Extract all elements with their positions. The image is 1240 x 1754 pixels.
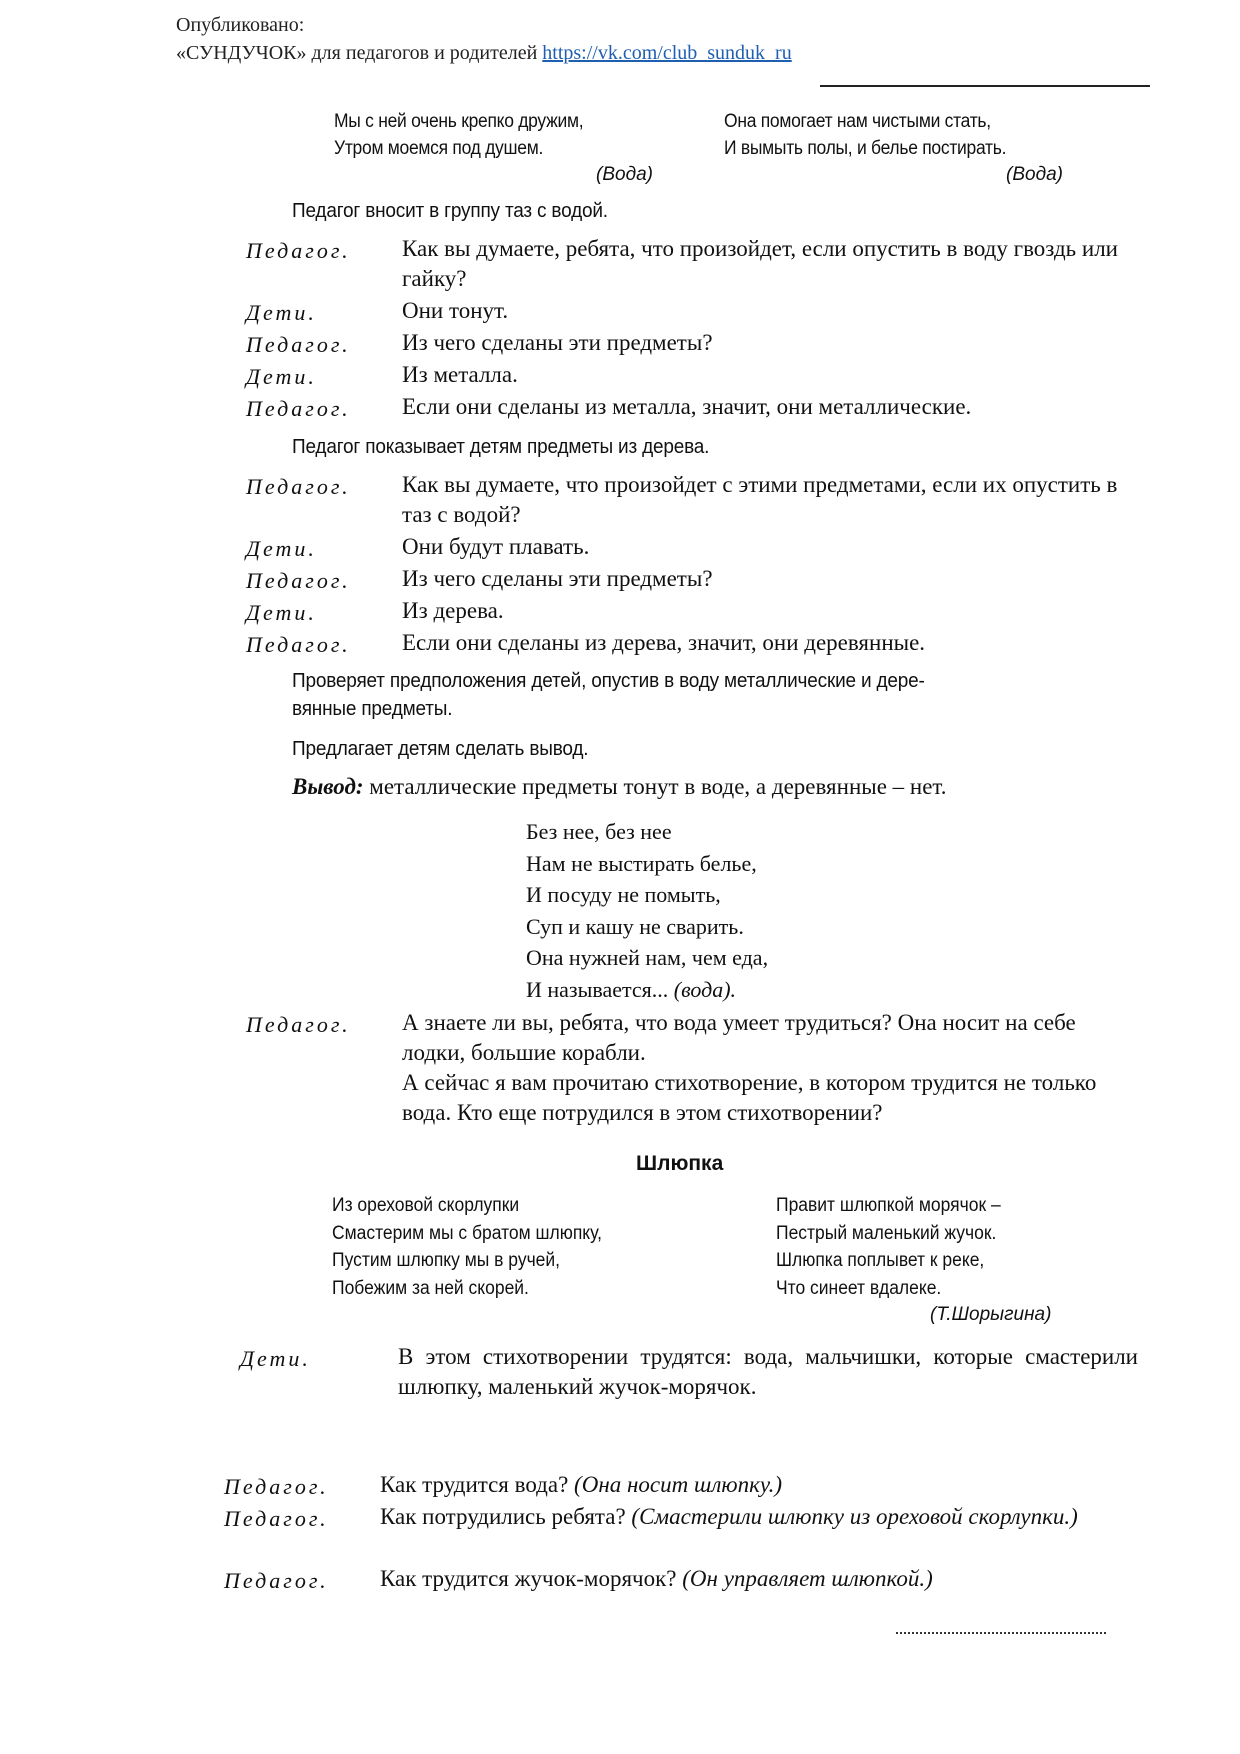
stage-note-suggest: Предлагает детям сделать вывод. [292,738,589,760]
poem-author: (Т.Шорыгина) [930,1304,1052,1325]
poem-title: Шлюпка [636,1152,724,1175]
poem-line: И посуду не помыть, [526,882,721,907]
speaker-teacher: Педагог. [246,238,351,263]
poem-line: Нам не выстирать белье, [526,850,757,876]
stage-note: Педагог вносит в группу таз с водой. [292,200,608,222]
speaker-children: Дети. [246,600,317,625]
speaker-teacher: Педагог. [246,474,351,499]
speech-p1: А знаете ли вы, ребята, что вода умеет трудиться? Она носит на себе лодки, большие корабли. [402,1010,1076,1065]
speaker-teacher: Педагог. [224,1568,329,1593]
stage-note-check-2: вянные предметы. [292,698,453,720]
question-answer: (Она носит шлюпку.) [574,1472,782,1497]
poem-line: Побежим за ней скорей. [332,1277,529,1299]
speech: Если они сделаны из металла, значит, они металлические. [402,394,972,419]
poem-answer: (вода). [673,976,737,1002]
poem-line: Суп и кашу не сварить. [526,913,744,939]
question-text: Как трудится жучок-морячок? [380,1566,683,1591]
poem-line: Правит шлюпкой морячок – [776,1195,1001,1216]
source-link[interactable]: https://vk.com/club_sunduk_ru [542,42,792,64]
speech: Они будут плавать. [402,534,590,559]
speaker-children: Дети. [240,1346,311,1371]
question-answer: (Он управляет шлюпкой.) [682,1566,933,1591]
speech: Как вы думаете, что произойдет с этими предметами, если их опустить в таз с водой? [402,472,1118,527]
poem-line-last [526,974,768,1006]
conclusion-label: Вывод: [292,774,364,799]
speaker-teacher: Педагог. [246,332,351,357]
question [380,1470,1120,1500]
riddle-line: Она помогает нам чистыми стать, [724,111,991,132]
poem-line: Что синеет вдалеке. [776,1277,942,1299]
boat-poem-left [332,1192,602,1302]
stage-note: Педагог показывает детям предметы из дерева. [292,436,710,458]
speech: Если они сделаны из дерева, значит, они деревянные. [402,630,926,655]
stage-note-check-1: Проверяет предположения детей, опустив в воду металлические и дере- [292,670,925,692]
poem-line: Шлюпка поплывет к реке, [776,1250,985,1271]
speaker-children: Дети. [246,364,317,389]
question-text: Как потрудились ребята? [380,1504,632,1529]
speaker-teacher: Педагог. [224,1474,329,1499]
poem-line: Пестрый маленький жучок. [776,1222,997,1244]
speech-p2: А сейчас я вам прочитаю стихотворение, в котором трудится не только вода. Кто еще потрудился в этом стихотворении? [402,1070,1097,1125]
speaker-children: Дети. [246,300,317,325]
speaker-children: Дети. [246,536,317,561]
poem-line: Она нужней нам, чем еда, [526,945,769,970]
riddle-2-answer: (Вода) [1006,164,1063,185]
conclusion-text: металлические предметы тонут в воде, а деревянные – нет. [363,774,947,799]
poem-line-text: И называется... [526,976,674,1002]
header-rule [820,85,1150,87]
speaker-teacher: Педагог. [224,1506,329,1531]
water-poem [526,816,768,1005]
riddle-line: Мы с ней очень крепко дружим, [334,111,584,132]
riddle-line: И вымыть полы, и белье постирать. [724,138,1007,159]
source-line [176,42,792,65]
conclusion [292,774,947,800]
speech: Они тонут. [402,298,509,323]
boat-poem-right [776,1192,1001,1302]
published-label: Опубликовано: [176,14,305,36]
source-text: «СУНДУЧОК» для педагогов и родителей [176,42,543,64]
speech: В этом стихотворении трудятся: вода, мальчишки, которые смастерили шлюпку, маленький жучок-морячок. [398,1344,1138,1399]
speaker-teacher: Педагог. [246,396,351,421]
speaker-teacher: Педагог. [246,1012,351,1037]
question [380,1564,1120,1594]
poem-line: Без нее, без нее [526,819,672,844]
riddle-1 [334,108,583,162]
speaker-teacher: Педагог. [246,568,351,593]
speaker-teacher: Педагог. [246,632,351,657]
question [380,1502,1110,1532]
riddle-1-answer: (Вода) [596,164,653,185]
question-text: Как трудится вода? [380,1472,575,1497]
poem-line: Из ореховой скорлупки [332,1195,520,1216]
speech: Из дерева. [402,598,504,623]
riddle-2 [724,108,1006,162]
speech: Из металла. [402,362,518,387]
speech: Из чего сделаны эти предметы? [402,330,713,355]
riddle-line: Утром моемся под душем. [334,138,544,159]
footer-rule [896,1632,1106,1634]
speech: Как вы думаете, ребята, что произойдет, если опустить в воду гвоздь или гайку? [402,236,1118,291]
poem-line: Пустим шлюпку мы в ручей, [332,1250,561,1271]
speech: Из чего сделаны эти предметы? [402,566,713,591]
poem-line: Смастерим мы с братом шлюпку, [332,1222,603,1244]
question-answer: (Смастерили шлюпку из ореховой скорлупки.) [631,1504,1078,1529]
